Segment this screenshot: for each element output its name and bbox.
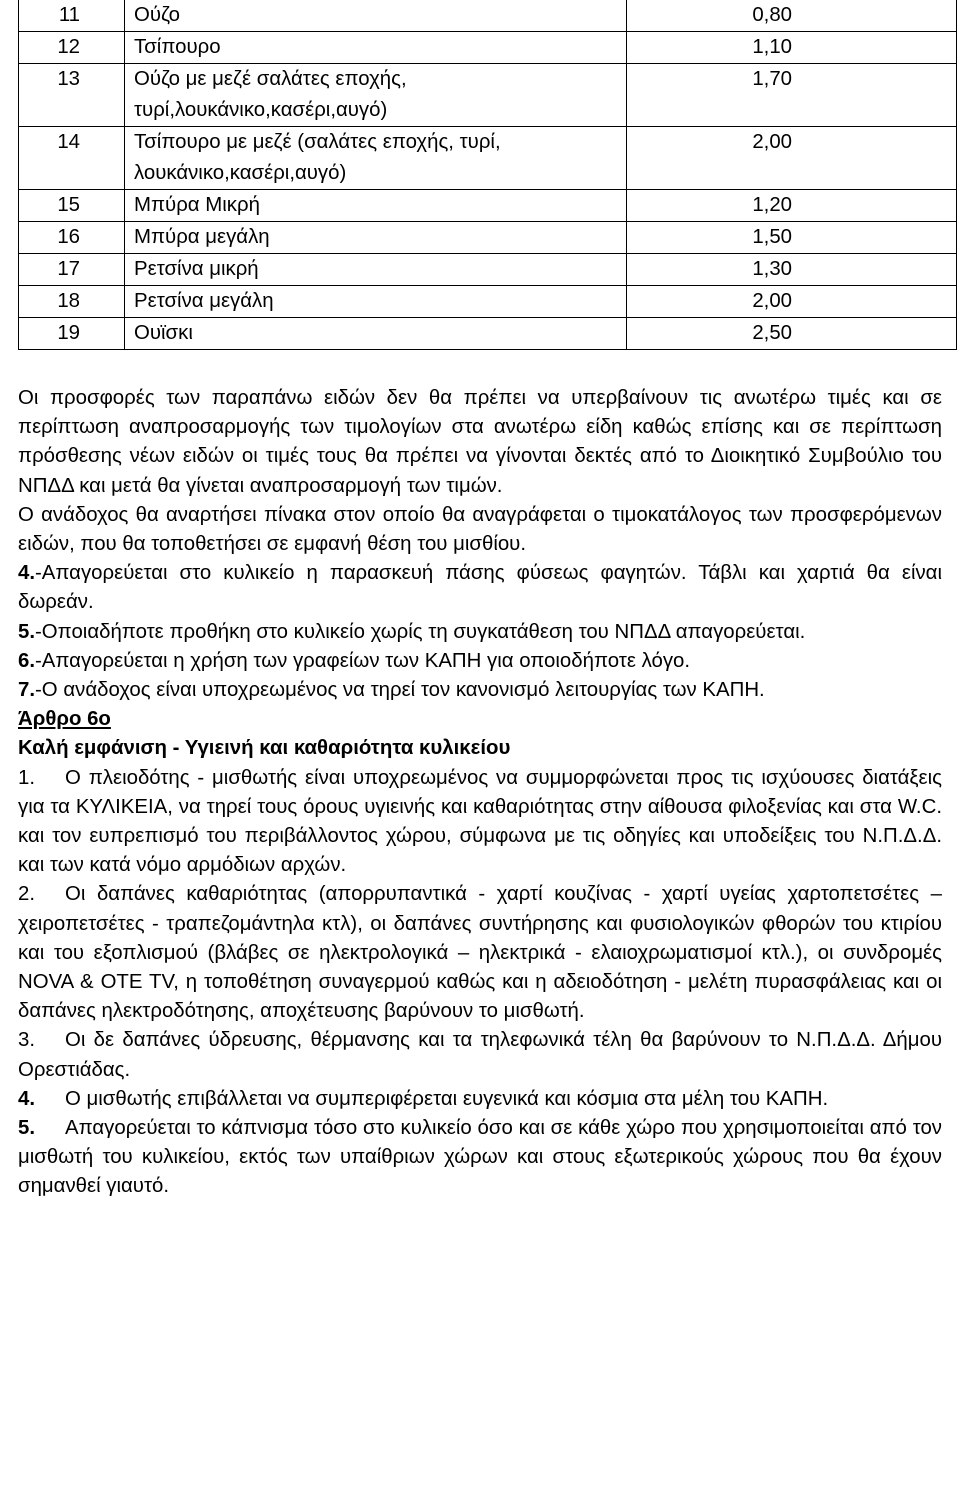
table-row — [19, 32, 957, 64]
pricelist-paragraph: Ο ανάδοχος θα αναρτήσει πίνακα στον οποίο θα αναγράφεται ο τιμοκατάλογος των προσφερόμενων ειδών, που θα τοποθετήσει σε εμφανή θέση του μισθίου. — [18, 503, 942, 556]
article-item-number: 2. — [18, 883, 36, 906]
article-item-text: Ο πλειοδότης - μισθωτής είναι υποχρεωμένος να συμμορφώνεται προς τις ισχύουσες διατάξεις για τα ΚΥΛΙΚΕΙΑ, να τηρεί τους όρους υγιεινής και καθαριότητας στην αίθουσα φιλοξενίας και στα W.C. και τον ευπρεπισμό του περιβάλλοντος χώρου, σύμφωνα με τις οδηγίες και υποδείξεις του Ν.Π.Δ.Δ. και των κατά νόμο αρμόδιων αρχών. — [18, 766, 942, 877]
item-name: Ρετσίνα μικρή — [125, 254, 627, 286]
rule-7 — [18, 676, 942, 705]
table-row — [19, 190, 957, 222]
item-price: 0,80 — [627, 0, 957, 32]
item-name: Ουϊσκι — [125, 318, 627, 350]
item-name: Ούζο — [125, 0, 627, 32]
rule-7-text: -Ο ανάδοχος είναι υποχρεωμένος να τηρεί τον κανονισμό λειτουργίας των ΚΑΠΗ. — [35, 679, 765, 702]
rule-6 — [18, 647, 942, 676]
item-price: 1,30 — [627, 254, 957, 286]
rule-4 — [18, 559, 942, 617]
row-number: 15 — [19, 190, 125, 222]
offers-paragraph: Οι προσφορές των παραπάνω ειδών δεν θα πρέπει να υπερβαίνουν τις ανωτέρω τιμές και σε περίπτωση αναπροσαρμογής των τιμολογίων στα ανωτέρω είδη καθώς επίσης και σε περίπτωση πρόσθεσης νέων ειδών οι τιμές τους θα πρέπει να γίνονται δεκτές από το Διοικητικό Συμβούλιο του ΝΠΔΔ και μετά θα γίνεται αναπροσαρμογή των τιμών. — [18, 387, 942, 497]
table-row — [19, 254, 957, 286]
row-number: 14 — [19, 127, 125, 190]
table-row — [19, 64, 957, 127]
item-price: 1,50 — [627, 222, 957, 254]
item-name: Μπύρα Μικρή — [125, 190, 627, 222]
rule-4-number: 4. — [18, 562, 36, 585]
table-row — [19, 286, 957, 318]
item-price: 1,70 — [627, 64, 957, 127]
row-number: 18 — [19, 286, 125, 318]
rule-5-number: 5. — [18, 620, 36, 643]
article-item — [18, 1085, 942, 1114]
item-name: Τσίπουρο — [125, 32, 627, 64]
rule-4-text: -Απαγορεύεται στο κυλικείο η παρασκευή πάσης φύσεως φαγητών. Τάβλι και χαρτιά θα είναι δωρεάν. — [18, 562, 942, 614]
article-subtitle: Καλή εμφάνιση - Υγιεινή και καθαριότητα κυλικείου — [18, 737, 511, 760]
item-name: Τσίπουρο με μεζέ (σαλάτες εποχής, τυρί, λουκάνικο,κασέρι,αυγό) — [125, 127, 627, 190]
row-number: 19 — [19, 318, 125, 350]
rule-5 — [18, 618, 942, 647]
article-item — [18, 1026, 942, 1084]
article-item-number: 1. — [18, 766, 36, 789]
article-item-number: 5. — [18, 1117, 36, 1140]
table-row — [19, 222, 957, 254]
item-name: Ρετσίνα μεγάλη — [125, 286, 627, 318]
rule-6-number: 6. — [18, 649, 36, 672]
article-item-text: Οι δε δαπάνες ύδρευσης, θέρμανσης και τα τηλεφωνικά τέλη θα βαρύνουν το Ν.Π.Δ.Δ. Δήμου Ορεστιάδας. — [18, 1029, 942, 1081]
article-item — [18, 764, 942, 881]
item-name: Ούζο με μεζέ σαλάτες εποχής, τυρί,λουκάνικο,κασέρι,αυγό) — [125, 64, 627, 127]
item-price: 1,20 — [627, 190, 957, 222]
article-item-number: 3. — [18, 1029, 36, 1052]
article-item — [18, 880, 942, 1026]
row-number: 12 — [19, 32, 125, 64]
rule-5-text: -Οποιαδήποτε προθήκη στο κυλικείο χωρίς τη συγκατάθεση του ΝΠΔΔ απαγορεύεται. — [35, 620, 806, 643]
article-item-number: 4. — [18, 1087, 36, 1110]
table-row — [19, 318, 957, 350]
table-row — [19, 127, 957, 190]
article-item-text: Οι δαπάνες καθαριότητας (απορρυπαντικά - χαρτί κουζίνας - χαρτί υγείας χαρτοπετσέτες – χειροπετσέτες - τραπεζομάντηλα κτλ), οι δαπάνες συντήρησης και φυσιολογικών φθορών του κτιρίου και του εξοπλισμού (βλάβες σε ηλεκτρολογικά – ηλεκτρικά - ελαιοχρωματισμοί κτλ.), οι συνδρομές NOVA & OTE TV, η τοποθέτηση συναγερμού καθώς και η αδειοδότηση - μελέτη πυρασφάλειας και οι δαπάνες ηλεκτροδότησης, αποχέτευσης βαρύνουν το μισθωτή. — [18, 883, 942, 1023]
item-name: Μπύρα μεγάλη — [125, 222, 627, 254]
price-table — [18, 0, 957, 350]
article-item-text: Ο μισθωτής επιβάλλεται να συμπεριφέρεται ευγενικά και κόσμια στα μέλη του ΚΑΠΗ. — [65, 1087, 829, 1110]
row-number: 17 — [19, 254, 125, 286]
article-items — [18, 764, 942, 1202]
item-price: 2,50 — [627, 318, 957, 350]
row-number: 11 — [19, 0, 125, 32]
article-item-text: Απαγορεύεται το κάπνισμα τόσο στο κυλικείο όσο και σε κάθε χώρο που χρησιμοποιείται από τον μισθωτή του κυλικείου, εκτός των υπαίθριων χώρων και στους εξωτερικούς χώρους που θα έχουν σημανθεί γιαυτό. — [18, 1117, 942, 1198]
table-row — [19, 0, 957, 32]
item-price: 2,00 — [627, 127, 957, 190]
article-item — [18, 1114, 942, 1202]
document-body — [18, 384, 942, 1202]
rule-6-text: -Απαγορεύεται η χρήση των γραφείων των ΚΑΠΗ για οποιοδήποτε λόγο. — [35, 649, 691, 672]
rule-7-number: 7. — [18, 679, 36, 702]
item-price: 1,10 — [627, 32, 957, 64]
row-number: 13 — [19, 64, 125, 127]
row-number: 16 — [19, 222, 125, 254]
article-title: Άρθρο 6ο — [18, 708, 111, 731]
item-price: 2,00 — [627, 286, 957, 318]
